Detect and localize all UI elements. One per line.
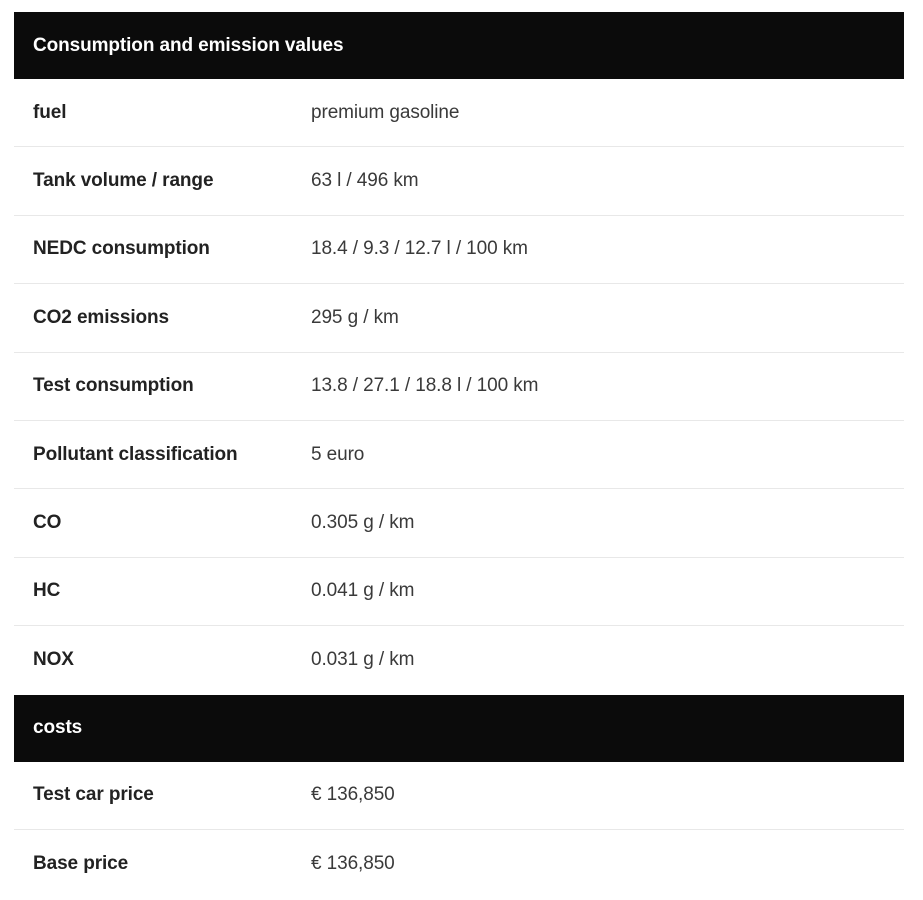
row-value: 0.031 g / km: [311, 649, 415, 671]
table-row-nox: [14, 626, 904, 694]
row-value: € 136,850: [311, 853, 395, 875]
table-row-hc: [14, 558, 904, 626]
row-label: CO2 emissions: [33, 306, 169, 328]
table-row-fuel: [14, 79, 904, 147]
row-value: premium gasoline: [311, 101, 460, 123]
row-value: 0.305 g / km: [311, 512, 415, 534]
row-label: NOX: [33, 649, 74, 671]
table-row-test-car-price: [14, 762, 904, 830]
row-value: € 136,850: [311, 784, 395, 806]
table-row-co2-emissions: [14, 284, 904, 352]
row-value: 5 euro: [311, 443, 365, 465]
table-row-pollutant-classification: [14, 421, 904, 489]
table-row-co: [14, 489, 904, 557]
section-header-consumption: [14, 12, 904, 79]
row-label: fuel: [33, 101, 67, 123]
row-value: 0.041 g / km: [311, 580, 415, 602]
section-title: Consumption and emission values: [33, 34, 344, 56]
row-value: 18.4 / 9.3 / 12.7 l / 100 km: [311, 238, 528, 260]
row-label: Pollutant classification: [33, 443, 238, 465]
section-header-costs: [14, 695, 904, 762]
row-label: CO: [33, 512, 62, 534]
row-label: NEDC consumption: [33, 238, 210, 260]
row-label: Test car price: [33, 784, 154, 806]
table-row-nedc-consumption: [14, 216, 904, 284]
table-row-test-consumption: [14, 353, 904, 421]
section-title: costs: [33, 717, 83, 739]
spec-table: [14, 12, 904, 898]
row-label: Base price: [33, 853, 129, 875]
row-value: 13.8 / 27.1 / 18.8 l / 100 km: [311, 375, 539, 397]
row-label: Tank volume / range: [33, 170, 214, 192]
row-label: Test consumption: [33, 375, 194, 397]
table-row-base-price: [14, 830, 904, 898]
row-value: 295 g / km: [311, 306, 399, 328]
table-row-tank-volume: [14, 147, 904, 215]
row-label: HC: [33, 580, 61, 602]
row-value: 63 l / 496 km: [311, 170, 419, 192]
